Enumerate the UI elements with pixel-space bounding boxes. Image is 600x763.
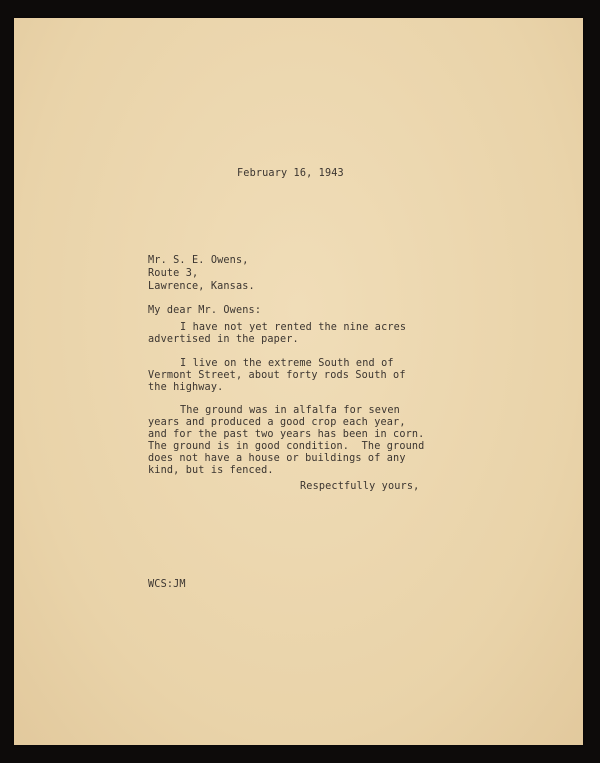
salutation: My dear Mr. Owens: bbox=[148, 305, 262, 316]
closing: Respectfully yours, bbox=[300, 481, 420, 492]
paragraph-1-line: I have not yet rented the nine acres bbox=[180, 322, 407, 333]
paragraph-3-line: years and produced a good crop each year, bbox=[148, 417, 406, 428]
paragraph-2-line: Vermont Street, about forty rods South of bbox=[148, 370, 406, 381]
recipient-name: Mr. S. E. Owens, bbox=[148, 255, 249, 266]
paragraph-1-line: advertised in the paper. bbox=[148, 334, 299, 345]
typist-initials: WCS:JM bbox=[148, 579, 186, 590]
letter-date: February 16, 1943 bbox=[237, 168, 344, 179]
paragraph-3-line: The ground was in alfalfa for seven bbox=[180, 405, 400, 416]
paragraph-3-line: The ground is in good condition. The ground bbox=[148, 441, 425, 452]
paragraph-2-line: the highway. bbox=[148, 382, 224, 393]
paragraph-3-line: kind, but is fenced. bbox=[148, 465, 274, 476]
paragraph-2-line: I live on the extreme South end of bbox=[180, 358, 394, 369]
paragraph-3-line: and for the past two years has been in corn. bbox=[148, 429, 425, 440]
letter-page bbox=[14, 18, 583, 745]
recipient-route: Route 3, bbox=[148, 268, 199, 279]
paragraph-3-line: does not have a house or buildings of any bbox=[148, 453, 406, 464]
recipient-city: Lawrence, Kansas. bbox=[148, 281, 255, 292]
